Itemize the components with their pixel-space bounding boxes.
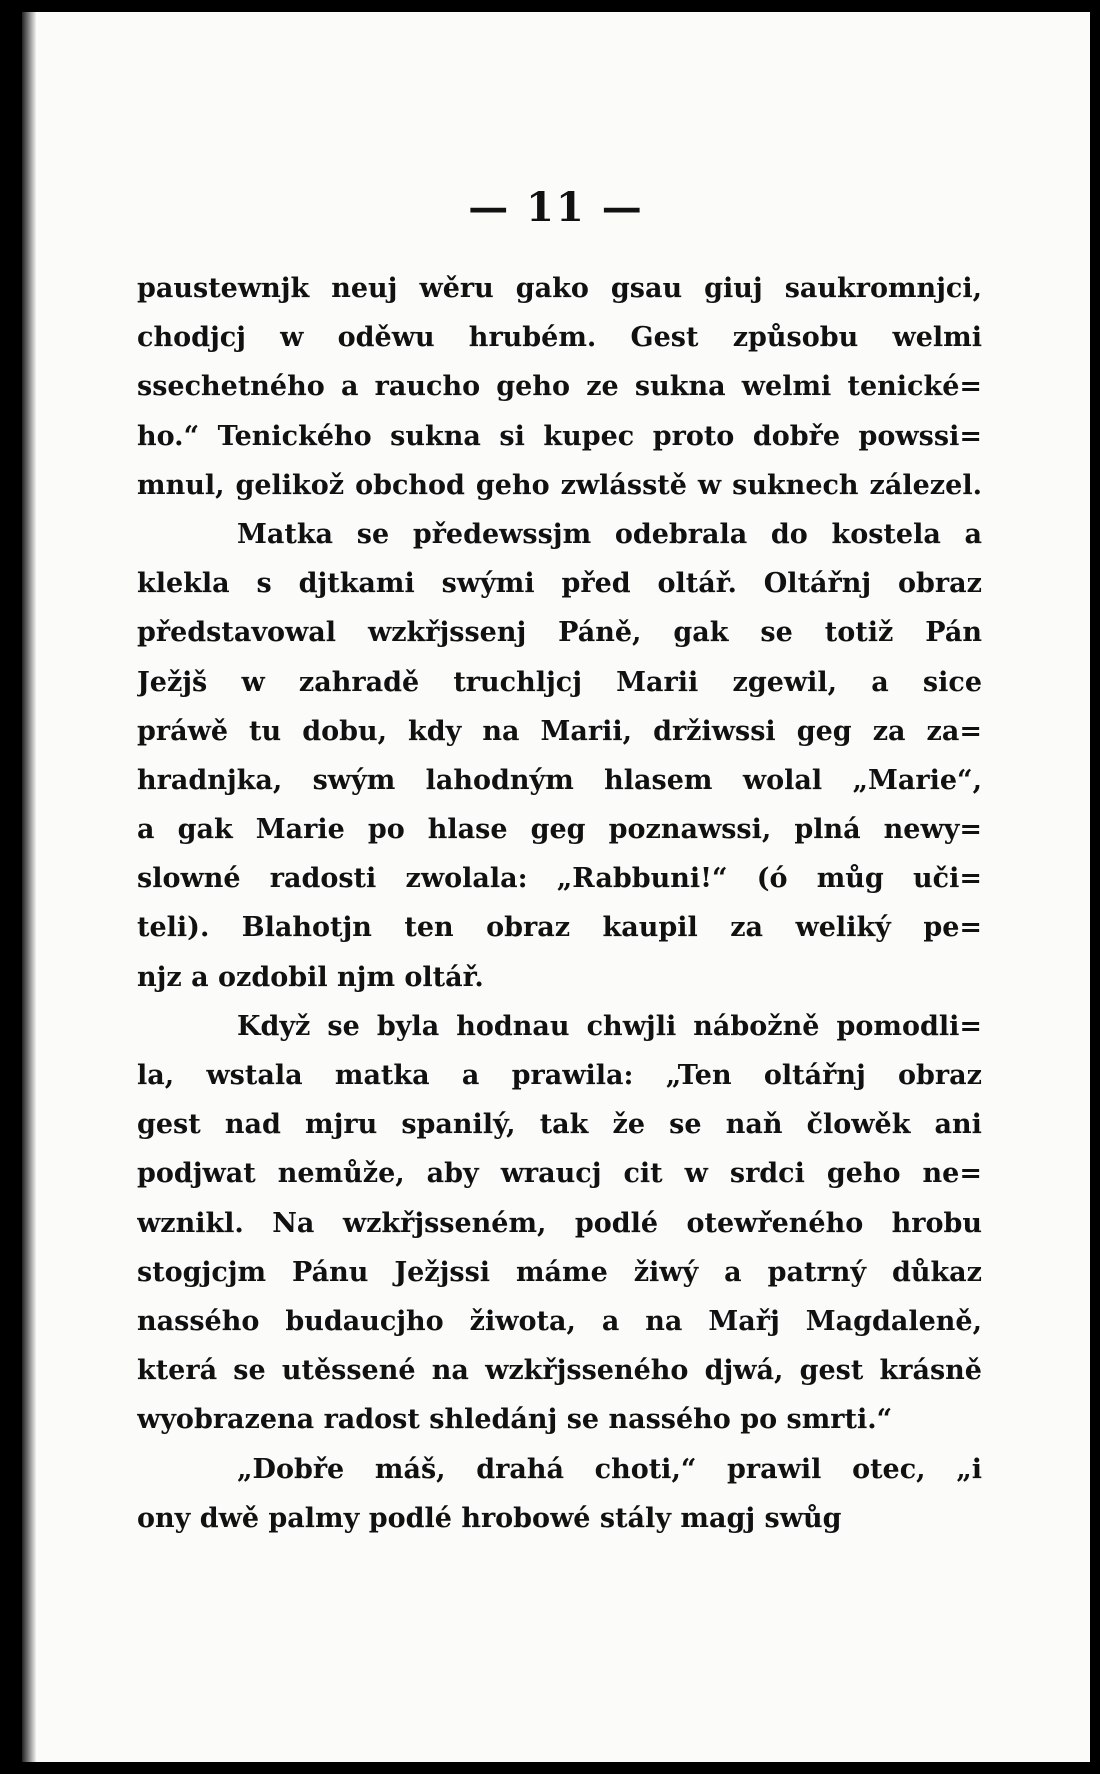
text-line: a gak Marie po hlase geg poznawssi, plná newy= (137, 814, 982, 846)
text-line: gest nad mjru spanilý, tak že se naň člowěk ani (137, 1109, 982, 1141)
page-number-header: — 11 — (468, 184, 644, 231)
body-text (137, 264, 982, 1543)
text-line: práwě tu dobu, kdy na Marii, držiwssi geg za za= (137, 715, 982, 747)
text-line: Matka se předewssjm odebrala do kostela a (237, 518, 982, 550)
text-line: klekla s djtkami swými před oltář. Oltářnj obraz (137, 568, 982, 600)
text-line: wznikl. Na wzkřjsseném, podlé otewřeného hrobu (137, 1207, 982, 1239)
text-line: wyobrazena radost shledánj se nassého po smrti.“ (137, 1404, 893, 1436)
text-line: která se utěssené na wzkřjsseného djwá, gest krásně (137, 1355, 982, 1387)
text-line: nassého budaucjho žiwota, a na Mařj Magdaleně, (137, 1305, 982, 1337)
text-line: podjwat nemůže, aby wraucj cit w srdci geho ne= (137, 1158, 982, 1190)
text-line: paustewnjk neuj wěru gako gsau giuj saukromnjci, (137, 273, 982, 304)
text-line: la, wstala matka a prawila: „Ten oltářnj obraz (137, 1060, 982, 1091)
text-line: mnul, gelikož obchod geho zwlásstě w suknech zálezel. (137, 469, 982, 501)
text-line: slowné radosti zwolala: „Rabbuni!“ (ó můg uči= (137, 863, 982, 895)
text-line: „Dobře máš, drahá choti,“ prawil otec, „i (237, 1453, 982, 1485)
text-line: Ježjš w zahradě truchljcj Marii zgewil, a sice (137, 666, 982, 698)
text-line: Když se byla hodnau chwjli nábožně pomodli= (237, 1010, 982, 1042)
text-line: njz a ozdobil njm oltář. (137, 961, 484, 993)
text-line: ho.“ Tenického sukna si kupec proto dobře powssi= (137, 420, 982, 452)
text-line: hradnjka, swým lahodným hlasem wolal „Marie“, (137, 764, 982, 796)
text-line: ony dwě palmy podlé hrobowé stály magj swůg (137, 1502, 842, 1534)
page-binding-edge (22, 12, 36, 1762)
text-line: teli). Blahotjn ten obraz kaupil za weliký pe= (137, 912, 982, 944)
text-line: ssechetného a raucho geho ze sukna welmi tenické= (137, 371, 982, 403)
text-line: představowal wzkřjssenj Páně, gak se totiž Pán (137, 617, 982, 649)
text-line: stogjcjm Pánu Ježjssi máme žiwý a patrný důkaz (137, 1256, 982, 1288)
book-page (22, 12, 1090, 1762)
text-line: chodjcj w oděwu hrubém. Gest způsobu welmi (137, 322, 982, 354)
